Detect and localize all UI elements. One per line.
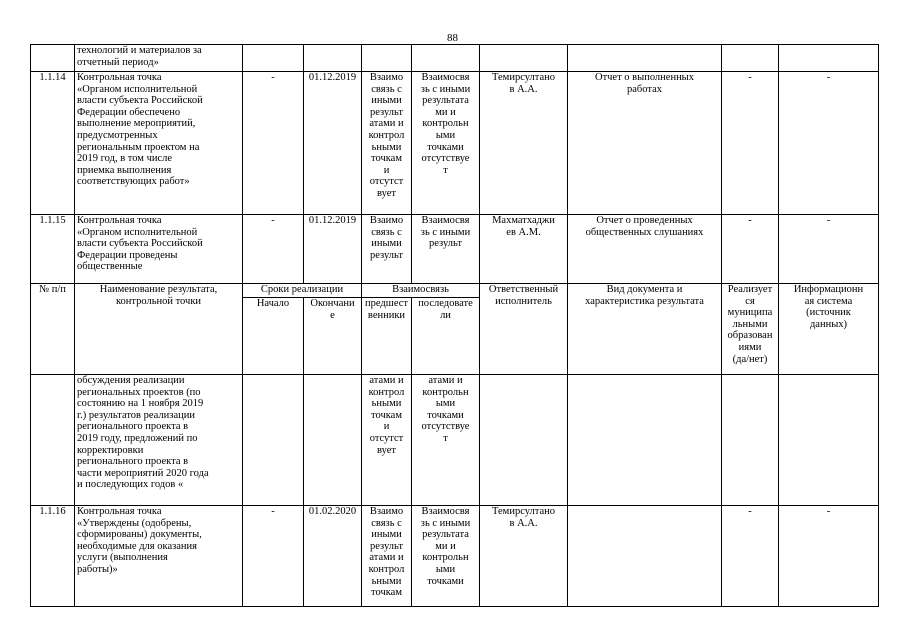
predecessors	[362, 45, 412, 72]
page-number: 88	[447, 32, 458, 44]
table-header-row	[31, 284, 879, 298]
responsible: Махматхаджи ев А.М.	[480, 215, 568, 284]
info-system: -	[779, 506, 879, 607]
row-number	[31, 375, 75, 506]
successors: атами и контрольн ыми точками отсутствуе т	[412, 375, 480, 506]
document-type: Отчет о выполненных работах	[568, 72, 722, 215]
municipal-flag	[722, 45, 779, 72]
result-name: технологий и материалов за отчетный период»	[75, 45, 243, 72]
predecessors: Взаимо связь с иными результ атами и контрол ьными точкам и отсутст вует	[362, 72, 412, 215]
row-number: 1.1.14	[31, 72, 75, 215]
header-end: Окончани е	[304, 298, 362, 375]
start-date	[243, 45, 304, 72]
municipal-flag: -	[722, 506, 779, 607]
start-date: -	[243, 506, 304, 607]
header-municipal: Реализует ся муниципа льными образован иями (да/нет)	[722, 284, 779, 375]
result-name: Контрольная точка «Утверждены (одобрены, сформированы) документы, необходимые для оказания услуги (выполнения работы)»	[75, 506, 243, 607]
document-type	[568, 45, 722, 72]
header-info-system: Информационн ая система (источник данных)	[779, 284, 879, 375]
header-responsible: Ответственный исполнитель	[480, 284, 568, 375]
start-date: -	[243, 215, 304, 284]
header-link-group: Взаимосвязь	[362, 284, 480, 298]
header-dates-group: Сроки реализации	[243, 284, 362, 298]
responsible: Темирсултано в А.А.	[480, 72, 568, 215]
info-system	[779, 375, 879, 506]
successors: Взаимосвя зь с иными результата ми и контрольн ыми точками отсутствуе т	[412, 72, 480, 215]
header-successors: последовате ли	[412, 298, 480, 375]
responsible: Темирсултано в А.А.	[480, 506, 568, 607]
result-name: Контрольная точка «Органом исполнительной власти субъекта Российской Федерации проведены общественные	[75, 215, 243, 284]
table-row	[31, 72, 879, 215]
successors	[412, 45, 480, 72]
responsible	[480, 375, 568, 506]
table-row	[31, 375, 879, 506]
header-result-name: Наименование результата, контрольной точки	[75, 284, 243, 375]
predecessors: Взаимо связь с иными результ атами и контрол ьными точкам	[362, 506, 412, 607]
end-date: 01.12.2019	[304, 215, 362, 284]
table-row	[31, 215, 879, 284]
document-type: Отчет о проведенных общественных слушаниях	[568, 215, 722, 284]
row-number: 1.1.15	[31, 215, 75, 284]
predecessors: атами и контрол ьными точкам и отсутст вует	[362, 375, 412, 506]
successors: Взаимосвя зь с иными результ	[412, 215, 480, 284]
row-number: 1.1.16	[31, 506, 75, 607]
document-type	[568, 375, 722, 506]
header-document-type: Вид документа и характеристика результата	[568, 284, 722, 375]
successors: Взаимосвя зь с иными результата ми и контрольн ыми точками	[412, 506, 480, 607]
header-predecessors: предшест венники	[362, 298, 412, 375]
start-date: -	[243, 72, 304, 215]
end-date	[304, 45, 362, 72]
start-date	[243, 375, 304, 506]
document-type	[568, 506, 722, 607]
results-table	[30, 44, 879, 607]
municipal-flag: -	[722, 215, 779, 284]
header-start: Начало	[243, 298, 304, 375]
municipal-flag: -	[722, 72, 779, 215]
result-name: обсуждения реализации региональных проектов (по состоянию на 1 ноября 2019 г.) результатов реализации регионального проекта в 2019 году, предложений по корректировки регионального проекта в части мероприятий 2020 года и последующих годов «	[75, 375, 243, 506]
responsible	[480, 45, 568, 72]
municipal-flag	[722, 375, 779, 506]
header-number: № п/п	[31, 284, 75, 375]
row-number	[31, 45, 75, 72]
table-row	[31, 45, 879, 72]
end-date: 01.12.2019	[304, 72, 362, 215]
result-name: Контрольная точка «Органом исполнительной власти субъекта Российской Федерации обеспечено выполнение мероприятий, предусмотренных региональным проектом на 2019 год, в том числе приемка выполнения соответствующих работ»	[75, 72, 243, 215]
info-system: -	[779, 72, 879, 215]
info-system: -	[779, 215, 879, 284]
end-date	[304, 375, 362, 506]
end-date: 01.02.2020	[304, 506, 362, 607]
predecessors: Взаимо связь с иными результ	[362, 215, 412, 284]
info-system	[779, 45, 879, 72]
table-row	[31, 506, 879, 607]
